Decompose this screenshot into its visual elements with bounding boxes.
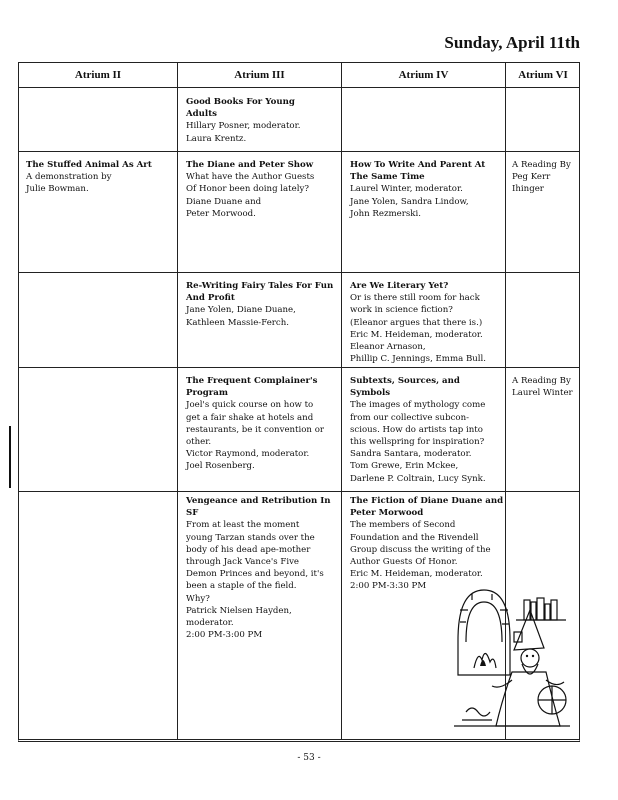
session-line: young Tarzan stands over the xyxy=(186,532,315,543)
session-line: this wellspring for inspiration? xyxy=(350,437,485,448)
session-title: The Diane and Peter Show xyxy=(186,160,314,170)
session-line: 2:00 PM-3:00 PM xyxy=(186,630,263,641)
session-stuffed-animal xyxy=(26,159,174,196)
column-divider xyxy=(177,63,178,739)
session-line: Kathleen Massie-Ferch. xyxy=(186,317,289,328)
session-line: body of his dead ape-mother xyxy=(186,544,311,555)
row-divider xyxy=(19,272,579,273)
session-line: work in science fiction? xyxy=(350,305,453,316)
session-line: A demonstration by xyxy=(26,172,112,183)
session-line: 2:00 PM-3:30 PM xyxy=(350,581,427,592)
session-line: Author Guests Of Honor. xyxy=(350,557,458,568)
session-reading-peg-kerr xyxy=(512,159,578,196)
session-line: scious. How do artists tap into xyxy=(350,424,483,435)
session-line: Darlene P. Coltrain, Lucy Synk. xyxy=(350,473,486,484)
session-line: Joel's quick course on how to xyxy=(186,400,314,411)
session-line: moderator. xyxy=(186,618,234,629)
session-line: Victor Raymond, moderator. xyxy=(186,449,310,460)
day-title: Sunday, April 11th xyxy=(444,33,580,52)
session-line: Phillip C. Jennings, Emma Bull. xyxy=(350,354,487,365)
row-divider xyxy=(19,87,579,88)
session-line: Peg Kerr xyxy=(512,172,551,183)
session-title: How To Write And Parent At The Same Time xyxy=(350,160,486,183)
session-line: Of Honor been doing lately? xyxy=(186,184,309,195)
session-line: Or is there still room for hack xyxy=(350,293,480,304)
session-write-and-parent xyxy=(350,159,495,220)
session-line: Foundation and the Rivendell xyxy=(350,532,479,543)
session-line: Tom Grewe, Erin Mckee, xyxy=(350,461,459,472)
margin-mark xyxy=(9,426,11,488)
session-line: Why? xyxy=(186,593,210,604)
session-line: Laurel Winter xyxy=(512,388,573,399)
session-line: Laurel Winter, moderator. xyxy=(350,184,463,195)
header-atrium-ii: Atrium II xyxy=(74,69,122,81)
row-divider xyxy=(19,151,579,152)
row-divider xyxy=(19,367,579,368)
session-line: Joel Rosenberg. xyxy=(186,461,255,472)
session-line: Diane Duane and xyxy=(186,196,262,207)
session-line: John Rezmerski. xyxy=(350,208,421,219)
session-line: Ihinger xyxy=(512,184,544,195)
session-line: Group discuss the writing of the xyxy=(350,544,491,555)
session-line: been a staple of the field. xyxy=(186,581,297,592)
session-line: From at least the moment xyxy=(186,520,300,531)
row-divider xyxy=(19,491,579,492)
session-line: restaurants, be it convention or xyxy=(186,424,324,435)
session-fiction-of-duane-morwood xyxy=(350,495,505,593)
session-line: Eric M. Heideman, moderator. xyxy=(350,329,483,340)
session-line: Eleanor Arnason, xyxy=(350,342,426,353)
session-line: Peter Morwood. xyxy=(186,208,256,219)
session-line: Laura Krentz. xyxy=(186,133,247,144)
session-title: Are We Literary Yet? xyxy=(350,281,449,291)
wizard-illustration xyxy=(452,580,570,730)
session-line: other. xyxy=(186,437,212,448)
session-title: Subtexts, Sources, and Symbols xyxy=(350,376,460,399)
header-atrium-iv: Atrium IV xyxy=(398,69,449,81)
session-title: Good Books For Young Adults xyxy=(186,97,295,120)
session-line: Hillary Posner, moderator. xyxy=(186,121,301,132)
session-reading-laurel-winter xyxy=(512,375,580,399)
session-line: A Reading By xyxy=(512,376,571,386)
session-line: The images of mythology come xyxy=(350,400,486,411)
session-good-books xyxy=(186,96,326,145)
session-title: Re-Writing Fairy Tales For Fun And Profit xyxy=(186,281,334,304)
session-line: What have the Author Guests xyxy=(186,172,315,183)
session-line: Demon Princes and beyond, it's xyxy=(186,569,324,580)
column-divider xyxy=(341,63,342,739)
session-line: Patrick Nielsen Hayden, xyxy=(186,605,292,616)
session-line: Sandra Santara, moderator. xyxy=(350,449,472,460)
session-title: The Stuffed Animal As Art xyxy=(26,160,152,170)
session-title: Vengeance and Retribution In SF xyxy=(186,496,331,519)
session-frequent-complainer xyxy=(186,375,338,473)
session-vengeance-retribution xyxy=(186,495,338,641)
session-line: Jane Yolen, Sandra Lindow, xyxy=(350,196,469,207)
session-rewriting-fairy-tales xyxy=(186,280,336,329)
session-line: (Eleanor argues that there is.) xyxy=(350,317,483,328)
header-atrium-vi: Atrium VI xyxy=(518,69,568,81)
session-subtexts-sources-symbols xyxy=(350,375,502,485)
session-diane-peter-show xyxy=(186,159,336,220)
session-literary-yet xyxy=(350,280,500,365)
session-line: The members of Second xyxy=(350,520,456,531)
header-atrium-iii: Atrium III xyxy=(234,69,285,81)
session-line: A Reading By xyxy=(512,160,571,170)
session-line: through Jack Vance's Five xyxy=(186,557,300,568)
session-title: The Frequent Complainer's Program xyxy=(186,376,318,399)
session-line: Eric M. Heideman, moderator. xyxy=(350,569,483,580)
session-line: get a fair shake at hotels and xyxy=(186,412,314,423)
session-line: from our collective subcon- xyxy=(350,412,470,423)
session-line: Julie Bowman. xyxy=(26,184,89,195)
page-number: - 53 - xyxy=(297,753,321,763)
session-title: The Fiction of Diane Duane and Peter Morwood xyxy=(350,496,504,519)
session-line: Jane Yolen, Diane Duane, xyxy=(186,305,296,316)
